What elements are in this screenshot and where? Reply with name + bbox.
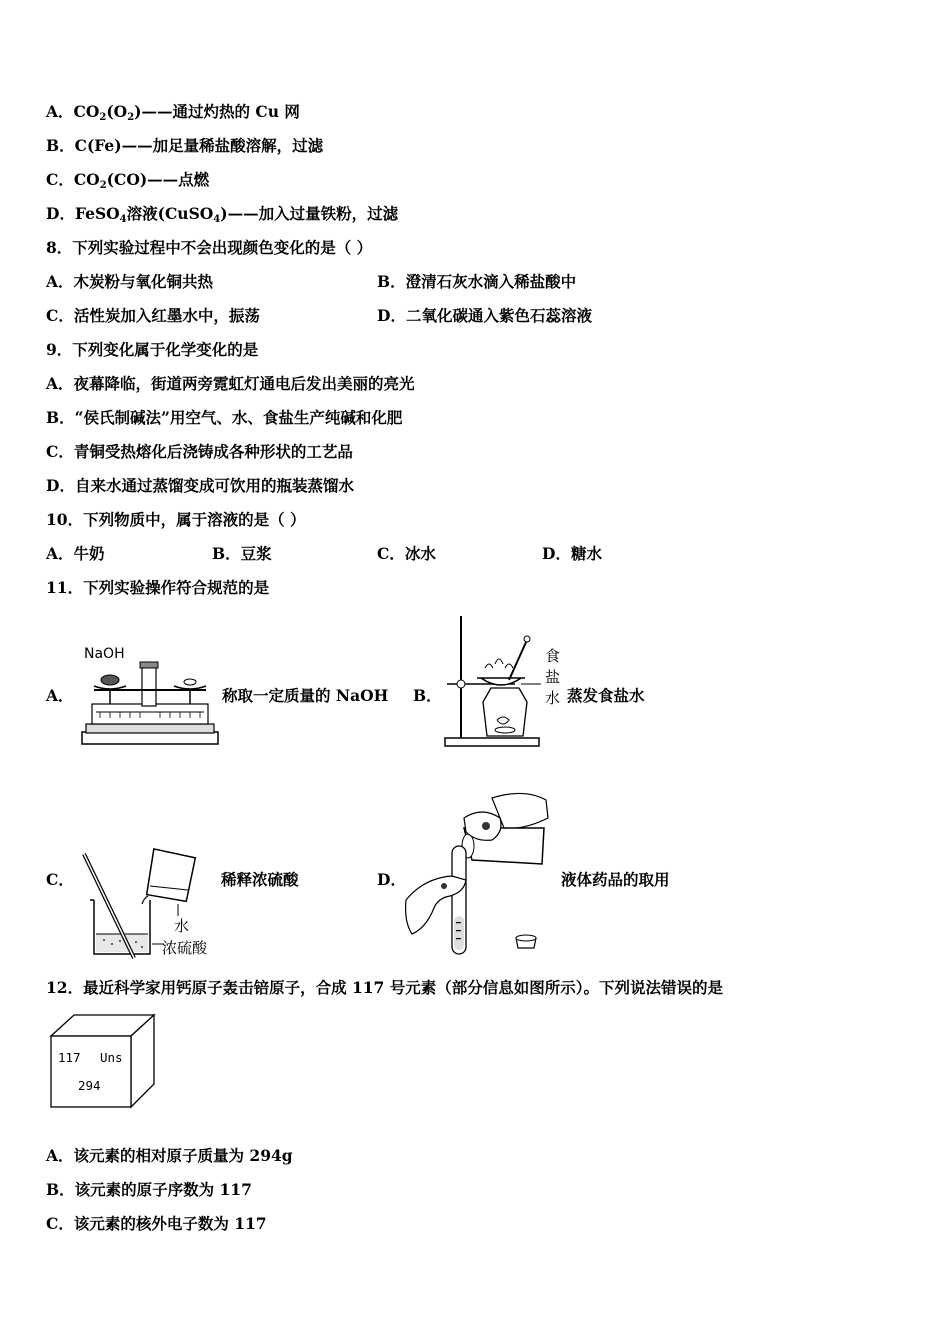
pouring-figure <box>404 788 554 960</box>
q10-option-d: D．糖水 <box>542 544 602 563</box>
q11-d-caption: 液体药品的取用 <box>561 870 670 889</box>
q11-c-caption: 稀释浓硫酸 <box>221 870 299 889</box>
q12-option-a: A．该元素的相对原子质量为 294g <box>46 1146 293 1165</box>
element-mass: 294 <box>78 1078 101 1093</box>
q8-stem: 8．下列实验过程中不会出现颜色变化的是（ ） <box>46 238 373 257</box>
q9-option-a: A．夜幕降临，街道两旁霓虹灯通电后发出美丽的亮光 <box>46 374 415 393</box>
element-number: 117 <box>58 1050 81 1065</box>
conc-acid-label: 浓硫酸 <box>162 939 208 957</box>
balance-figure <box>80 642 220 752</box>
q10-option-b: B．豆浆 <box>212 544 272 563</box>
q11-a-caption: 称取一定质量的 NaOH <box>222 686 389 705</box>
q8-option-d: D．二氧化碳通入紫色石蕊溶液 <box>377 306 592 325</box>
q7-option-b: B．C(Fe)——加足量稀盐酸溶解，过滤 <box>46 136 324 155</box>
q11-b-caption: 蒸发食盐水 <box>567 686 645 705</box>
q9-stem: 9．下列变化属于化学变化的是 <box>46 340 259 359</box>
q12-option-b: B．该元素的原子序数为 117 <box>46 1180 252 1199</box>
q11-d-letter: D． <box>377 870 406 889</box>
q11-c-letter: C． <box>46 870 74 889</box>
dilution-figure <box>78 848 218 963</box>
q11-a-letter: A． <box>46 686 74 705</box>
naoh-label: NaOH <box>84 646 125 662</box>
q9-option-d: D．自来水通过蒸馏变成可饮用的瓶装蒸馏水 <box>46 476 354 495</box>
q12-stem: 12．最近科学家用钙原子轰击锫原子，合成 117 号元素（部分信息如图所示）。下列说法错误的是 <box>46 978 723 997</box>
q7-option-c: C．$CO_2(CO)——$点燃 <box>46 170 210 191</box>
evaporation-figure <box>443 612 561 750</box>
q7-option-a: A．$CO_2(O_2)——$通过灼热的 Cu 网 <box>46 102 300 123</box>
q11-stem: 11．下列实验操作符合规范的是 <box>46 578 270 597</box>
element-cell-figure <box>48 1012 158 1112</box>
q7-option-d: D．FeSO$_4$溶液(CuSO$_4$)——加入过量铁粉，过滤 <box>46 204 399 225</box>
q9-option-b: B．“侯氏制碱法”用空气、水、食盐生产纯碱和化肥 <box>46 408 403 427</box>
q9-option-c: C．青铜受热熔化后浇铸成各种形状的工艺品 <box>46 442 353 461</box>
q8-option-b: B．澄清石灰水滴入稀盐酸中 <box>377 272 577 291</box>
q8-option-c: C．活性炭加入红墨水中，振荡 <box>46 306 260 325</box>
q10-option-a: A．牛奶 <box>46 544 105 563</box>
water-label: 水 <box>174 917 190 935</box>
q8-option-a: A．木炭粉与氧化铜共热 <box>46 272 214 291</box>
q11-b-letter: B． <box>413 686 442 705</box>
element-symbol: Uns <box>100 1050 123 1065</box>
q10-option-c: C．冰水 <box>377 544 436 563</box>
q12-option-c: C．该元素的核外电子数为 117 <box>46 1214 267 1233</box>
q10-stem: 10．下列物质中，属于溶液的是（ ） <box>46 510 306 529</box>
salt-water-label: 食 盐 水 <box>545 647 561 707</box>
